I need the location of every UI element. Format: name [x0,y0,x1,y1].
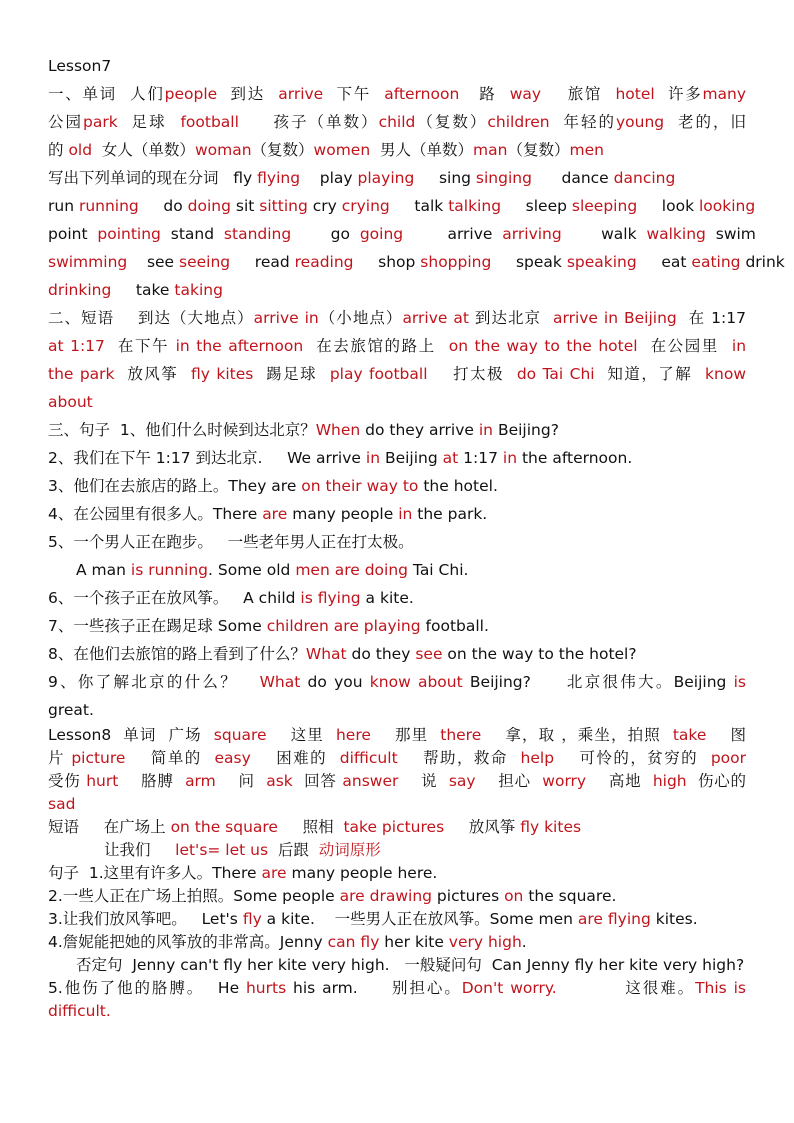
prompt-text: do [138,197,188,215]
prompt-text: 放风筝 [444,818,521,836]
answer-text: in [478,421,494,439]
prompt-text: 图 [706,726,746,744]
prompt-text: 否定句 Jenny can't fly her kite very high. 一般疑问句 Can Jenny fly her kite very high? [76,956,745,974]
answer-text: in [398,505,413,523]
prompt-text: 高地 [586,772,653,790]
prompt-text: 胳膊 [118,772,186,790]
answer-text: running [78,197,139,215]
answer-text: play football [329,365,428,383]
text-line [48,1000,746,1023]
prompt-text: Lesson8 单词 广场 [48,726,214,744]
answer-text: hotel [615,85,655,103]
answer-text: do Tai Chi [516,365,595,383]
answer-text: drinking [48,281,112,299]
answer-text: are flying [577,910,651,928]
answer-text: dancing [613,169,676,187]
prompt-text: a kite. [360,589,414,607]
text-line [48,388,746,416]
prompt-text: 9、你了解北京的什么？ [48,673,260,691]
prompt-text: football. [420,617,489,635]
prompt-text: 说 [398,772,449,790]
answer-text: woman [194,141,252,159]
prompt-text: 8、在他们去旅馆的路上看到了什么？ [48,645,306,663]
text-line [48,52,746,80]
prompt-text: his arm. 别担心。 [286,979,462,997]
text-line [48,416,746,444]
prompt-text: 2、我们在下午 1:17 到达北京. We arrive [48,449,366,467]
prompt-text: do they [346,645,416,663]
answer-text: square [213,726,267,744]
prompt-text: sit [230,197,260,215]
prompt-text: sing [414,169,476,187]
prompt-text: a kite. 一些男人正在放风筝。Some men [261,910,578,928]
text-line [48,472,746,500]
prompt-text: 5、一个男人正在跑步。 一些老年男人正在打太极。 [48,533,414,551]
prompt-text: 足球 [117,113,181,131]
answer-text: on their way to [301,477,419,495]
prompt-text: the afternoon. [517,449,633,467]
text-line [48,332,746,360]
answer-text: fly kites [520,818,582,836]
answer-text: are [261,864,287,882]
text-line [48,793,746,816]
prompt-text: point [48,225,98,243]
prompt-text: speak [491,253,567,271]
prompt-text: 句子 1.这里有许多人。There [48,864,262,882]
prompt-text: stand [160,225,224,243]
answer-text: at [442,449,459,467]
answer-text: shopping [420,253,492,271]
prompt-text: 放风筝 [114,365,192,383]
answer-text: hurt [86,772,119,790]
prompt-text: 1:17 [458,449,503,467]
answer-text: going [359,225,404,243]
answer-text: singing [475,169,532,187]
prompt-text: 这很难。 [556,979,696,997]
text-line [48,304,746,332]
answer-text: high [652,772,687,790]
answer-text: arrive in [253,309,319,327]
text-line [48,862,746,885]
answer-text: man [473,141,508,159]
prompt-text: 帮助，救命 [397,749,521,767]
prompt-text: 照相 [277,818,344,836]
answer-text: the park [48,365,115,383]
answer-text: answer [342,772,399,790]
text-line [48,724,746,747]
prompt-text: Beijing [380,449,443,467]
prompt-text: 打太极 [427,365,517,383]
answer-text: talking [448,197,502,215]
prompt-text: （复数） [415,113,488,131]
prompt-text: 的 [48,141,69,159]
prompt-text: . Some old [208,561,296,579]
prompt-text: do you [300,673,370,691]
prompt-text: pictures [432,887,505,905]
answer-text: poor [710,749,747,767]
answer-text: When [315,421,361,439]
answer-text: sleeping [571,197,638,215]
prompt-text: 孩子（单数） [238,113,379,131]
answer-text: know about [369,673,463,691]
prompt-text: 担心 [475,772,543,790]
prompt-text: 年轻的 [549,113,616,131]
answer-text: difficult [339,749,398,767]
prompt-text: play [300,169,358,187]
prompt-text: 伤心的 [686,772,747,790]
answer-text: here [335,726,371,744]
answer-text: park [83,113,118,131]
text-line [48,977,746,1000]
answer-text: take pictures [343,818,445,836]
prompt-text: Beijing? 北京很伟大。Beijing [462,673,734,691]
answer-text: looking [698,197,756,215]
prompt-text: （复数） [251,141,314,159]
answer-text: swimming [48,253,128,271]
prompt-text: 7、一些孩子正在踢足球 Some [48,617,267,635]
prompt-text: on the way to the hotel? [442,645,637,663]
text-line [48,816,746,839]
answer-text: eating [691,253,741,271]
prompt-text: many people [287,505,399,523]
prompt-text: 在去旅馆的路上 [303,337,449,355]
answer-text: about [48,393,93,411]
answer-text: very high [448,933,522,951]
answer-text: 动词原形 [318,841,381,859]
answer-text: picture [71,749,126,767]
answer-text: women [313,141,371,159]
answer-text: people [164,85,218,103]
answer-text: on the way to the hotel [448,337,638,355]
answer-text: fly kites [191,365,254,383]
prompt-text: read [230,253,295,271]
answer-text: arm [185,772,216,790]
text-line [48,770,746,793]
prompt-text: eat [636,253,692,271]
text-line [48,528,746,556]
prompt-text: take [111,281,175,299]
text-line [48,136,746,164]
prompt-text: 三、句子 1、他们什么时候到达北京？ [48,421,316,439]
prompt-text: （复数） [507,141,570,159]
prompt-text: 困难的 [250,749,340,767]
answer-text: in [502,449,518,467]
answer-text: children are playing [266,617,421,635]
prompt-text: run [48,197,79,215]
text-line [48,556,746,584]
answer-text: help [520,749,555,767]
prompt-text: 旅馆 [541,85,616,103]
answer-text: playing [357,169,415,187]
text-line [48,696,746,724]
prompt-text: 片 [48,749,72,767]
prompt-text: 到达 [217,85,279,103]
prompt-text: Beijing? [493,421,559,439]
answer-text: is [733,673,746,691]
answer-text: worry [542,772,587,790]
answer-text: see [415,645,443,663]
prompt-text: 可怜的，贫穷的 [554,749,711,767]
answer-text: men [569,141,604,159]
prompt-text: 女人（单数） [92,141,195,159]
prompt-text: walk [561,225,647,243]
prompt-text: 4、在公园里有很多人。There [48,505,263,523]
prompt-text: 二、短语 到达（大地点） [48,309,254,327]
answer-text: can fly [327,933,380,951]
prompt-text: 2.一些人正在广场上拍照。Some people [48,887,340,905]
answer-text: hurts [245,979,287,997]
prompt-text: 写出下列单词的现在分词 fly [48,169,258,187]
answer-text: arriving [502,225,562,243]
prompt-text: （小地点） [318,309,403,327]
prompt-text: 男人（单数） [370,141,474,159]
prompt-text: great. [48,701,94,719]
text-line [48,839,746,862]
prompt-text: talk [389,197,449,215]
answer-text: way [509,85,542,103]
prompt-text: swim [705,225,756,243]
prompt-text: 这里 [266,726,336,744]
text-line [48,192,756,220]
answer-text: difficult. [48,1002,111,1020]
answer-text: sad [48,795,76,813]
answer-text: crying [341,197,390,215]
answer-text: many [702,85,747,103]
answer-text: Don't worry. [461,979,557,997]
answer-text: reading [294,253,354,271]
text-line [48,640,746,668]
answer-text: This is [695,979,746,997]
answer-text: doing [187,197,231,215]
prompt-text: 简单的 [125,749,215,767]
prompt-text: 受伤 [48,772,87,790]
prompt-text: 公园 [48,113,84,131]
answer-text: child [378,113,416,131]
text-line [48,248,785,276]
prompt-text: the park. [412,505,488,523]
text-line [48,612,746,640]
prompt-text: kites. [650,910,698,928]
answer-text: there [440,726,482,744]
prompt-text: 回答 [292,772,343,790]
answer-text: arrive in Beijing [552,309,677,327]
answer-text: football [180,113,239,131]
prompt-text: see [127,253,180,271]
prompt-text: A man [76,561,131,579]
text-line [48,108,746,136]
answer-text: old [68,141,93,159]
answer-text: fly [242,910,262,928]
prompt-text: 在 1:17 [676,309,746,327]
answer-text: take [672,726,707,744]
answer-text: taking [174,281,223,299]
text-line [48,164,746,192]
answer-text: men are doing [295,561,408,579]
prompt-text: dance [531,169,614,187]
prompt-text: look [637,197,699,215]
prompt-text: 下午 [323,85,385,103]
answer-text: walking [646,225,706,243]
prompt-text: sleep [501,197,572,215]
prompt-text: 路 [459,85,510,103]
text-line [48,885,746,908]
prompt-text: 后跟 [268,841,319,859]
prompt-text: 在公园里 [637,337,732,355]
answer-text: ask [266,772,293,790]
text-line [48,931,746,954]
text-line [48,500,746,528]
prompt-text: 4.詹妮能把她的风筝放的非常高。Jenny [48,933,328,951]
prompt-text: 踢足球 [253,365,330,383]
prompt-text: 那里 [370,726,441,744]
answer-text: are drawing [339,887,432,905]
prompt-text: 拿，取 ，乘坐，拍照 [481,726,673,744]
prompt-text: drink [740,253,785,271]
prompt-text: the hotel. [418,477,498,495]
text-line [48,954,746,977]
answer-text: seeing [179,253,231,271]
answer-text: pointing [97,225,161,243]
text-line [48,584,746,612]
text-line [48,908,746,931]
answer-text: is running [130,561,209,579]
prompt-text: go [291,225,360,243]
prompt-text: Tai Chi. [407,561,469,579]
answer-text: on the square [170,818,278,836]
answer-text: know [705,365,746,383]
answer-text: at 1:17 [48,337,105,355]
prompt-text: 一、单词 人们 [48,85,165,103]
answer-text: is flying [300,589,361,607]
answer-text: in [365,449,381,467]
prompt-text: 6、一个孩子正在放风筝。 A child [48,589,301,607]
answer-text: in the afternoon [175,337,304,355]
answer-text: on [504,887,524,905]
answer-text: flying [257,169,301,187]
answer-text: arrive [278,85,324,103]
answer-text: say [448,772,476,790]
prompt-text: 问 [215,772,267,790]
prompt-text: 3、他们在去旅店的路上。They are [48,477,302,495]
prompt-text: many people here. [286,864,438,882]
answer-text: are [262,505,288,523]
prompt-text: 许多 [654,85,703,103]
text-line [48,276,746,304]
prompt-text: 5.他伤了他的胳膊。 He [48,979,246,997]
prompt-text: 短语 在广场上 [48,818,171,836]
answer-text: speaking [566,253,637,271]
prompt-text: 到达北京 [468,309,553,327]
answer-text: afternoon [384,85,460,103]
prompt-text: cry [307,197,342,215]
prompt-text: shop [353,253,421,271]
answer-text: in [731,337,747,355]
text-line [48,668,746,696]
text-line [48,360,746,388]
prompt-text: . [521,933,527,951]
answer-text: let's= let us [175,841,269,859]
text-line [48,220,756,248]
answer-text: easy [214,749,251,767]
prompt-text: 在下午 [104,337,176,355]
answer-text: arrive at [402,309,469,327]
prompt-text: her kite [379,933,449,951]
text-line [48,747,746,770]
answer-text: What [305,645,347,663]
prompt-text: 知道，了解 [594,365,706,383]
prompt-text: 让我们 [104,841,176,859]
answer-text: What [259,673,301,691]
answer-text: children [487,113,550,131]
answer-text: sitting [259,197,308,215]
document-body [48,52,785,1023]
text-line [48,80,746,108]
prompt-text: Lesson7 [48,57,112,75]
prompt-text: 3.让我们放风筝吧。 Let's [48,910,243,928]
prompt-text: do they arrive [360,421,479,439]
text-line [48,444,746,472]
prompt-text: 老的，旧 [664,113,746,131]
answer-text: standing [223,225,292,243]
prompt-text: arrive [403,225,503,243]
answer-text: young [615,113,665,131]
prompt-text: the square. [523,887,617,905]
